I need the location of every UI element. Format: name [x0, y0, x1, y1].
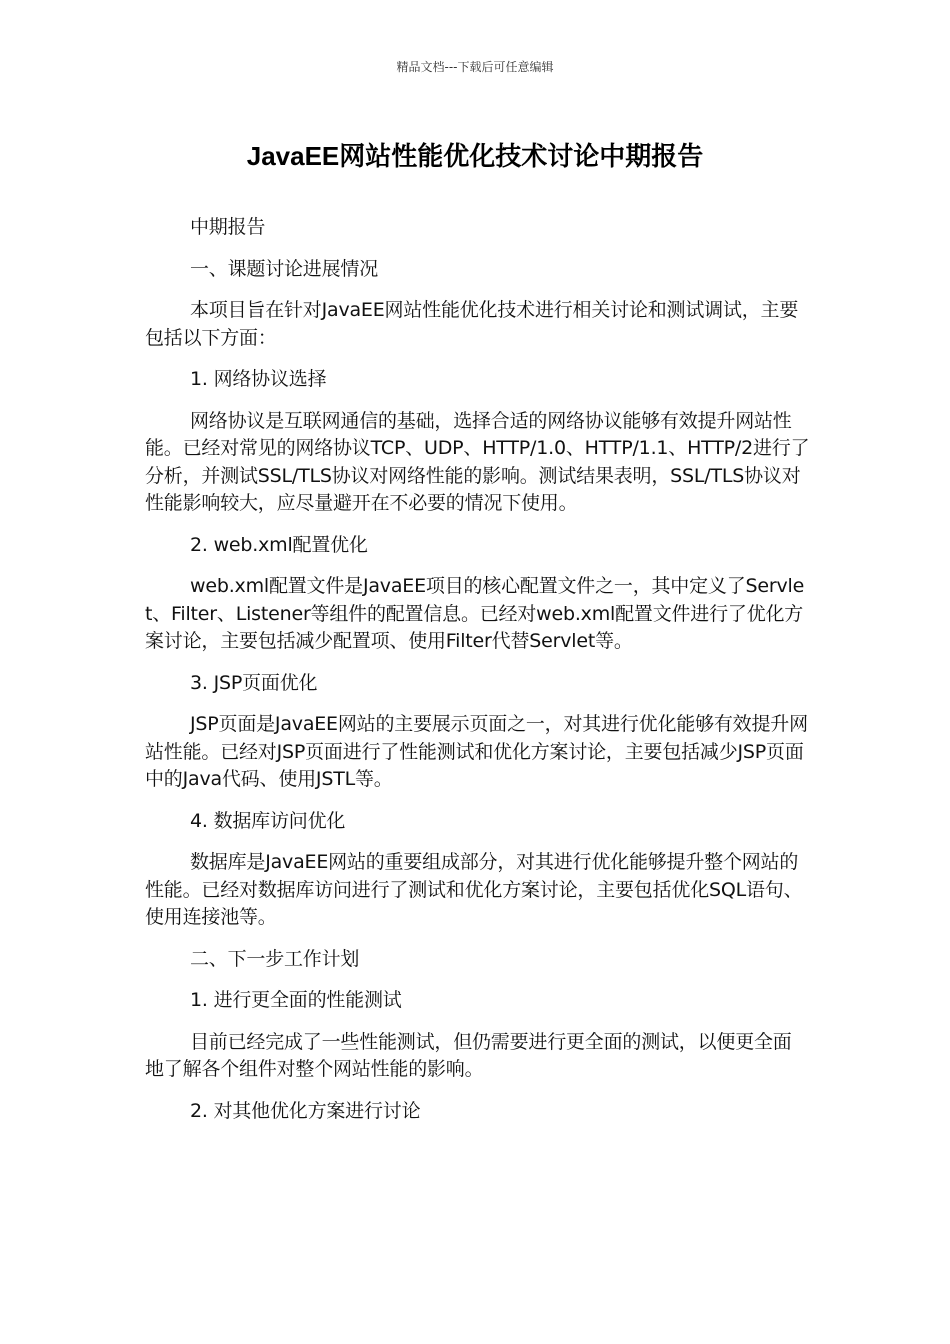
subheading-database: 4. 数据库访问优化	[190, 809, 346, 832]
section-heading-interim-report: 中期报告	[190, 216, 266, 238]
paragraph-webxml: web.xml配置文件是JavaEE项目的核心配置文件之一，其中定义了Servlet、Filter、Listener等组件的配置信息。已经对web.xml配置文件进行了优化方案讨论，主要包括减少配置项、使用Filter代替Servlet等。	[145, 575, 805, 652]
paragraph-full-testing: 目前已经完成了一些性能测试，但仍需要进行更全面的测试，以便更全面地了解各个组件对整个网站性能的影响。	[145, 1030, 792, 1080]
subheading-full-testing: 1. 进行更全面的性能测试	[190, 989, 402, 1011]
subheading-webxml: 2. web.xml配置优化	[190, 533, 368, 556]
paragraph-jsp: JSP页面是JavaEE网站的主要展示页面之一，对其进行优化能够有效提升网站性能。已经对JSP页面进行了性能测试和优化方案讨论，主要包括减少JSP页面中的Java代码、使用JSTL等。	[145, 713, 808, 790]
paragraph-network-protocol: 网络协议是互联网通信的基础，选择合适的网络协议能够有效提升网站性能。已经对常见的网络协议TCP、UDP、HTTP/1.0、HTTP/1.1、HTTP/2进行了分析，并测试SSL/TLS协议对网络性能的影响。测试结果表明，SSL/TLS协议对性能影响较大，应尽量避开在不必要的情况下使用。	[145, 409, 810, 514]
section-heading-next-steps: 二、下一步工作计划	[190, 947, 360, 970]
section-heading-progress: 一、课题讨论进展情况	[190, 257, 379, 280]
page-header-note: 精品文档---下载后可任意编辑	[396, 60, 554, 74]
document-body	[145, 214, 810, 1139]
subheading-other-optimizations: 2. 对其他优化方案进行讨论	[190, 1099, 421, 1122]
subheading-jsp: 3. JSP页面优化	[190, 671, 318, 694]
document-title: JavaEE网站性能优化技术讨论中期报告	[246, 141, 704, 171]
subheading-network-protocol: 1. 网络协议选择	[190, 368, 327, 390]
intro-paragraph: 本项目旨在针对JavaEE网站性能优化技术进行相关讨论和测试调试，主要包括以下方面：	[145, 299, 799, 349]
paragraph-database: 数据库是JavaEE网站的重要组成部分，对其进行优化能够提升整个网站的性能。已经对数据库访问进行了测试和优化方案讨论，主要包括优化SQL语句、使用连接池等。	[145, 851, 803, 928]
